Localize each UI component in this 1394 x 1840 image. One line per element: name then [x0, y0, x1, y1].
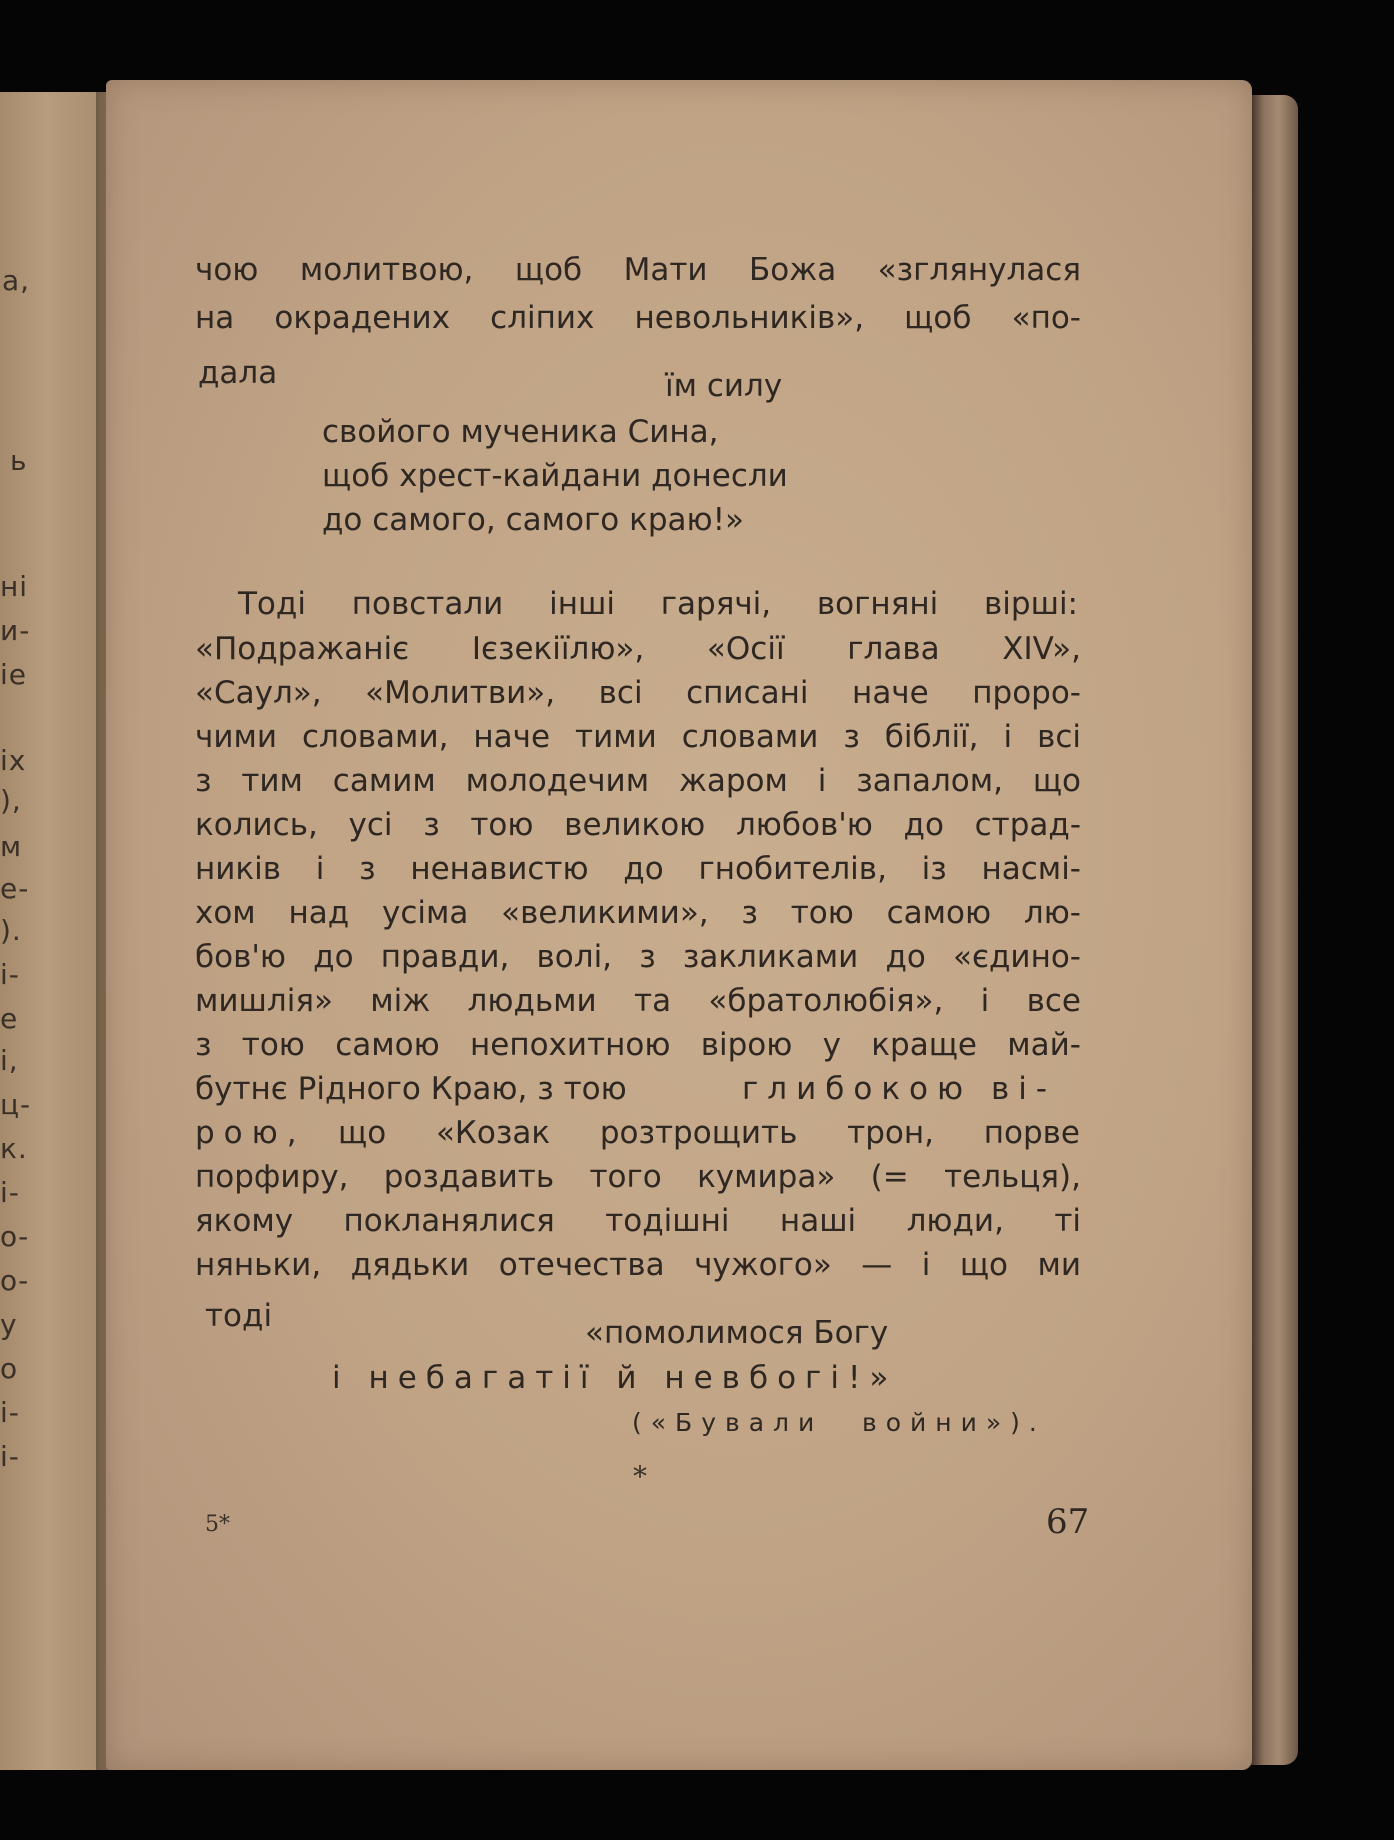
verse-line: і небагатії й невбогі!» [332, 1360, 898, 1396]
left-page-fragment: о- [0, 1220, 30, 1253]
left-page-fragment: ), [0, 784, 22, 817]
left-page-fragment: і- [0, 1176, 20, 1209]
spaced-emphasis: рою, [195, 1115, 306, 1151]
text-line: якому покланялися тодішні наші люди, ті [195, 1203, 1081, 1239]
left-page-fragment: і, [0, 1044, 19, 1077]
left-page-fragment: ні [0, 570, 29, 603]
printer-signature: 5* [205, 1512, 230, 1537]
left-page-fragment: і- [0, 1440, 20, 1473]
text-line: «Подражаніє Ієзекіїлю», «Осії глава XIV», [195, 631, 1081, 667]
spaced-emphasis: глибокою ві- [742, 1071, 1057, 1107]
left-page-fragment: ). [0, 914, 22, 947]
text-line: чими словами, наче тими словами з біблії, і всі [195, 719, 1081, 755]
text-line: чою молитвою, щоб Мати Божа «зглянулася [195, 252, 1081, 288]
left-page-fragment: і- [0, 1396, 20, 1429]
left-page-fragment: е- [0, 872, 30, 905]
text-line: колись, усі з тою великою любов'ю до страд- [195, 807, 1081, 843]
text-line: Тоді повстали інші гарячі, вогняні вірші: [238, 586, 1078, 622]
text-line: порфиру, роздавить того кумира» (= тельця), [195, 1159, 1081, 1195]
text-line: дала [198, 355, 278, 391]
text-line: няньки, дядьки отечества чужого» — і що ми [195, 1247, 1081, 1283]
left-page-fragment: м [0, 830, 23, 863]
left-page-fragment: к. [0, 1132, 28, 1165]
text-line: з тою самою непохитною вірою у краще май- [195, 1027, 1081, 1063]
left-page-fragment: у [0, 1308, 18, 1341]
text-line: з тим самим молодечим жаром і запалом, що [195, 763, 1081, 799]
left-page-fragment: о [0, 1352, 19, 1385]
text-line: на окрадених сліпих невольників», щоб «по- [195, 300, 1081, 336]
text-line: хом над усіма «великими», з тою самою лю- [195, 895, 1081, 931]
page-edge [1250, 95, 1298, 1765]
text-line: тоді [205, 1298, 273, 1334]
left-page-fragment: ц- [0, 1088, 32, 1121]
text-line: мишлія» між людьми та «братолюбія», і все [195, 983, 1081, 1019]
page-number: 67 [1046, 1502, 1090, 1542]
text-line: ників і з ненавистю до гнобителів, із насмі- [195, 851, 1081, 887]
text-line: бов'ю до правди, волі, з закликами до «єдино- [195, 939, 1081, 975]
left-page-fragment: і- [0, 958, 20, 991]
verse-line: свойого мученика Сина, [322, 414, 719, 450]
text-line: що «Козак розтрощить трон, порве [338, 1115, 1080, 1151]
text-line: бутнє Рідного Краю, з тою [195, 1071, 627, 1107]
left-page-fragment: а, [2, 264, 31, 297]
source-citation: войни»). [862, 1408, 1046, 1437]
section-asterisk: * [633, 1460, 647, 1493]
text-line: «Саул», «Молитви», всі списані наче проро- [195, 675, 1081, 711]
left-page-fragment: ь [10, 444, 28, 477]
left-page-fragment: и- [0, 614, 31, 647]
verse-line: «помолимося Богу [585, 1315, 889, 1351]
left-page-fragment: іе [0, 658, 28, 691]
left-page-fragment: іх [0, 744, 27, 777]
verse-line: їм силу [665, 368, 783, 404]
verse-line: щоб хрест-кайдани донесли [322, 458, 788, 494]
verse-line: до самого, самого краю!» [322, 502, 744, 538]
left-page-fragment: о- [0, 1264, 30, 1297]
source-citation: («Бували [632, 1408, 824, 1437]
left-page-fragment: е [0, 1002, 19, 1035]
